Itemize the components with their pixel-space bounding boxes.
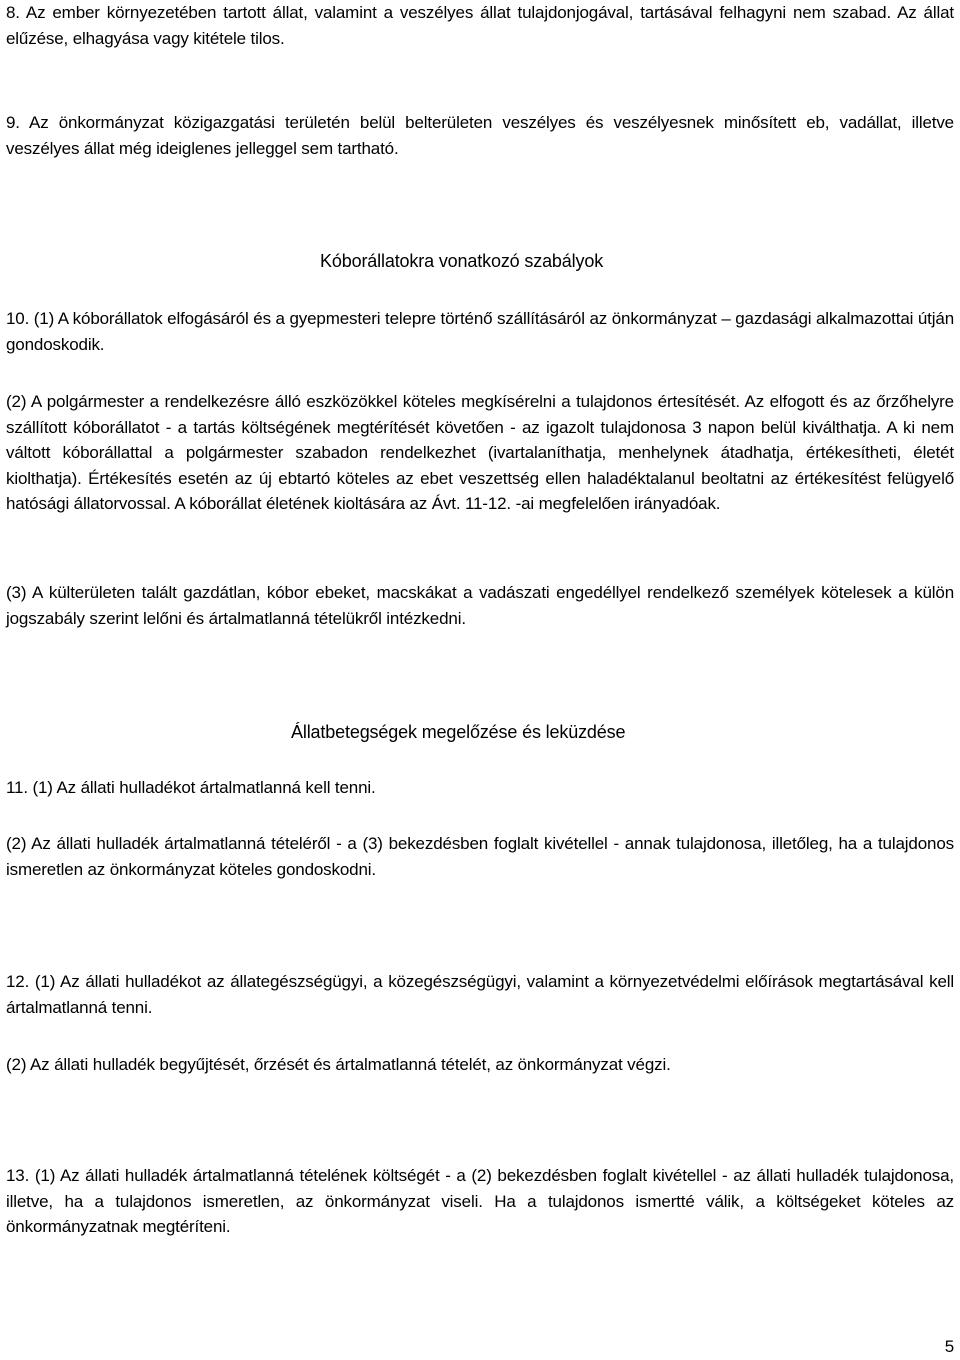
page-number: 5	[944, 1337, 954, 1356]
section-heading-stray-animals: Kóborállatokra vonatkozó szabályok	[320, 251, 604, 271]
paragraph-10-2: (2) A polgármester a rendelkezésre álló eszközökkel köteles megkísérelni a tulajdonos értesítését. Az elfogott és az őrzőhelyre szállított kóborállatot - a tartás költségének megtérítését követően - az igazolt tulajdonosa 3 napon belül kiválthatja. A ki nem váltott kóborállattal a polgármester szabadon rendelkezhet (ivartalaníthatja, menhelynek átadhatja, értékesítheti, életét kiolthatja). Értékesítés esetén az új ebtartó köteles az ebet veszettség ellen haladéktalanul beoltatni az értékesítést felügyelő hatósági állatorvossal. A kóborállat életének kioltására az Ávt. 11-12. -ai megfelelően irányadóak.	[6, 392, 954, 513]
paragraph-13-1: 13. (1) Az állati hulladék ártalmatlanná tételének költségét - a (2) bekezdésben foglalt kivétellel - az állati hulladék tulajdonosa, illetve, ha a tulajdonos ismeretlen, az önkormányzat viseli. Ha a tulajdonos ismertté válik, a költségeket köteles az önkormányzatnak megtéríteni.	[6, 1166, 954, 1236]
paragraph-10-3: (3) A külterületen talált gazdátlan, kóbor ebeket, macskákat a vadászati engedéllyel rendelkező személyek kötelesek a külön jogszabály szerint lelőni és ártalmatlanná tételükről intézkedni.	[6, 583, 954, 628]
paragraph-12-2: (2) Az állati hulladék begyűjtését, őrzését és ártalmatlanná tételét, az önkormányzat végzi.	[6, 1055, 671, 1074]
paragraph-8: 8. Az ember környezetében tartott állat, valamint a veszélyes állat tulajdonjogával, tartásával felhagyni nem szabad. Az állat elűzése, elhagyása vagy kitétele tilos.	[6, 3, 954, 48]
document-page	[6, 0, 954, 1360]
paragraph-12-1: 12. (1) Az állati hulladékot az állategészségügyi, a közegészségügyi, valamint a környezetvédelmi előírások megtartásával kell ártalmatlanná tenni.	[6, 972, 954, 1017]
paragraph-11-1: 11. (1) Az állati hulladékot ártalmatlanná kell tenni.	[6, 778, 376, 797]
section-heading-animal-diseases: Állatbetegségek megelőzése és leküzdése	[291, 722, 626, 742]
paragraph-11-2: (2) Az állati hulladék ártalmatlanná tételéről - a (3) bekezdésben foglalt kivétellel - annak tulajdonosa, illetőleg, ha a tulajdonos ismeretlen az önkormányzat köteles gondoskodni.	[6, 834, 954, 879]
paragraph-10-1: 10. (1) A kóborállatok elfogásáról és a gyepmesteri telepre történő szállításáról az önkormányzat – gazdasági alkalmazottai útján gondoskodik.	[6, 309, 954, 354]
paragraph-9: 9. Az önkormányzat közigazgatási területén belül belterületen veszélyes és veszélyesnek minősített eb, vadállat, illetve veszélyes állat még ideiglenes jelleggel sem tartható.	[6, 113, 954, 158]
